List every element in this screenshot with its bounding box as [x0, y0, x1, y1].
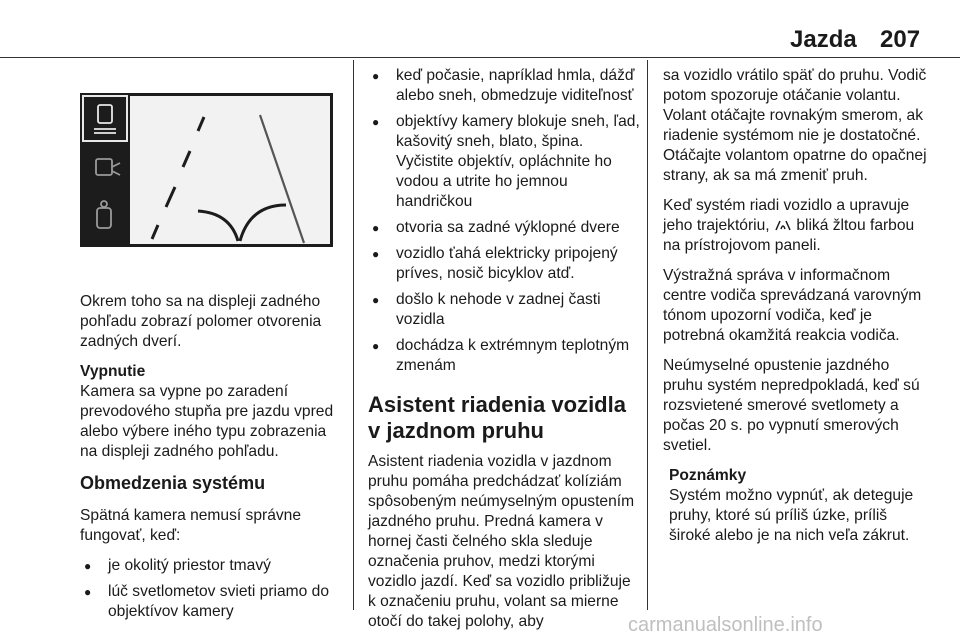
paragraph-2-start: Keď systém riadi vozidlo a upravuje jeho trajektóriu, [663, 197, 910, 234]
watermark: carmanualsonline.info [628, 614, 823, 636]
list-item: ● je okolitý priestor tmavý [80, 556, 342, 576]
list-item: ● dochádza k extrémnym teplotným zmenám [368, 336, 640, 376]
paragraph-2-end: bliká žltou farbou na prístrojovom paneli. [663, 217, 915, 254]
column-divider-1 [353, 60, 354, 610]
page-section-title: Jazda [790, 26, 857, 53]
section-paragraph: Asistent riadenia vozidla v jazdnom pruhu pomáha predchádzať kolíziám spôsobeným neúmyselným opustením jazdného pruhu. Predná kamera v hornej časti čelného skla sleduje označenia pruhov, medzi ktorými vozidlo jazdí. Keď sa vozidlo približuje k označeniu pruhu, volant sa mierne otočí do takej polohy, aby [368, 453, 635, 630]
column-2 [368, 66, 640, 642]
list-item: ● otvoria sa zadné výklopné dvere [368, 218, 640, 238]
column-divider-2 [647, 60, 648, 610]
limits-intro: Spätná kamera nemusí správne fungovať, keď: [80, 507, 302, 544]
column-1 [80, 292, 342, 632]
note-text: Systém možno vypnúť, ak deteguje pruhy, ktoré sú príliš úzke, príliš široké alebo je na nich veľa zákrut. [669, 487, 914, 544]
header-divider [0, 57, 960, 58]
paragraph-2 [663, 196, 933, 256]
list-item: ● keď počasie, napríklad hmla, dážď alebo sneh, obmedzuje viditeľnosť [368, 66, 640, 106]
list-item: ● vozidlo ťahá elektricky pripojený príves, nosič bicyklov atď. [368, 244, 640, 284]
off-heading: Vypnutie [80, 363, 146, 380]
paragraph-3: Výstražná správa v informačnom centre vodiča sprevádzaná varovným tónom upozorní vodiča, keď je potrebná okamžitá reakcia vodiča. [663, 267, 922, 344]
limits-heading: Obmedzenia systému [80, 473, 266, 493]
note-heading: Poznámky [669, 467, 747, 484]
list-item: ● došlo k nehode v zadnej časti vozidla [368, 290, 640, 330]
limits-list [80, 556, 342, 622]
column-3 [663, 66, 933, 556]
section-heading: Asistent riadenia vozidla v jazdnom pruhu [368, 392, 626, 443]
list-item: ● objektívy kamery blokuje sneh, ľad, kašovitý sneh, blato, špina. Vyčistite objektív, opláchnite ho vodou a utrite ho jemnou handričkou [368, 112, 640, 212]
intro-paragraph: Okrem toho sa na displeji zadného pohľadu zobrazí polomer otvorenia zadných dverí. [80, 293, 322, 350]
lane-assist-icon [774, 219, 792, 231]
rear-camera-display-illustration [80, 93, 333, 247]
note-block [663, 466, 933, 546]
limits-list-continued [368, 66, 640, 376]
paragraph-4: Neúmyselné opustenie jazdného pruhu systém nepredpokladá, keď sú rozsvietené smerové svetlomety a počas 20 s. po vypnutí smerových svetiel. [663, 357, 920, 454]
paragraph-1: sa vozidlo vrátilo späť do pruhu. Vodič potom spozoruje otáčanie volantu. Volant otáčajte rovnakým smerom, ak riadenie systémom nie je dostatočné. Otáčajte volantom opatrne do opačnej strany, ak sa má zmeniť pruh. [663, 67, 927, 184]
list-item: ● lúč svetlometov svieti priamo do objektívov kamery [80, 582, 342, 622]
off-paragraph: Kamera sa vypne po zaradení prevodového stupňa pre jazdu vpred alebo výbere iného typu zobrazenia na displeji zadného pohľadu. [80, 383, 334, 460]
page-number: 207 [880, 26, 921, 53]
